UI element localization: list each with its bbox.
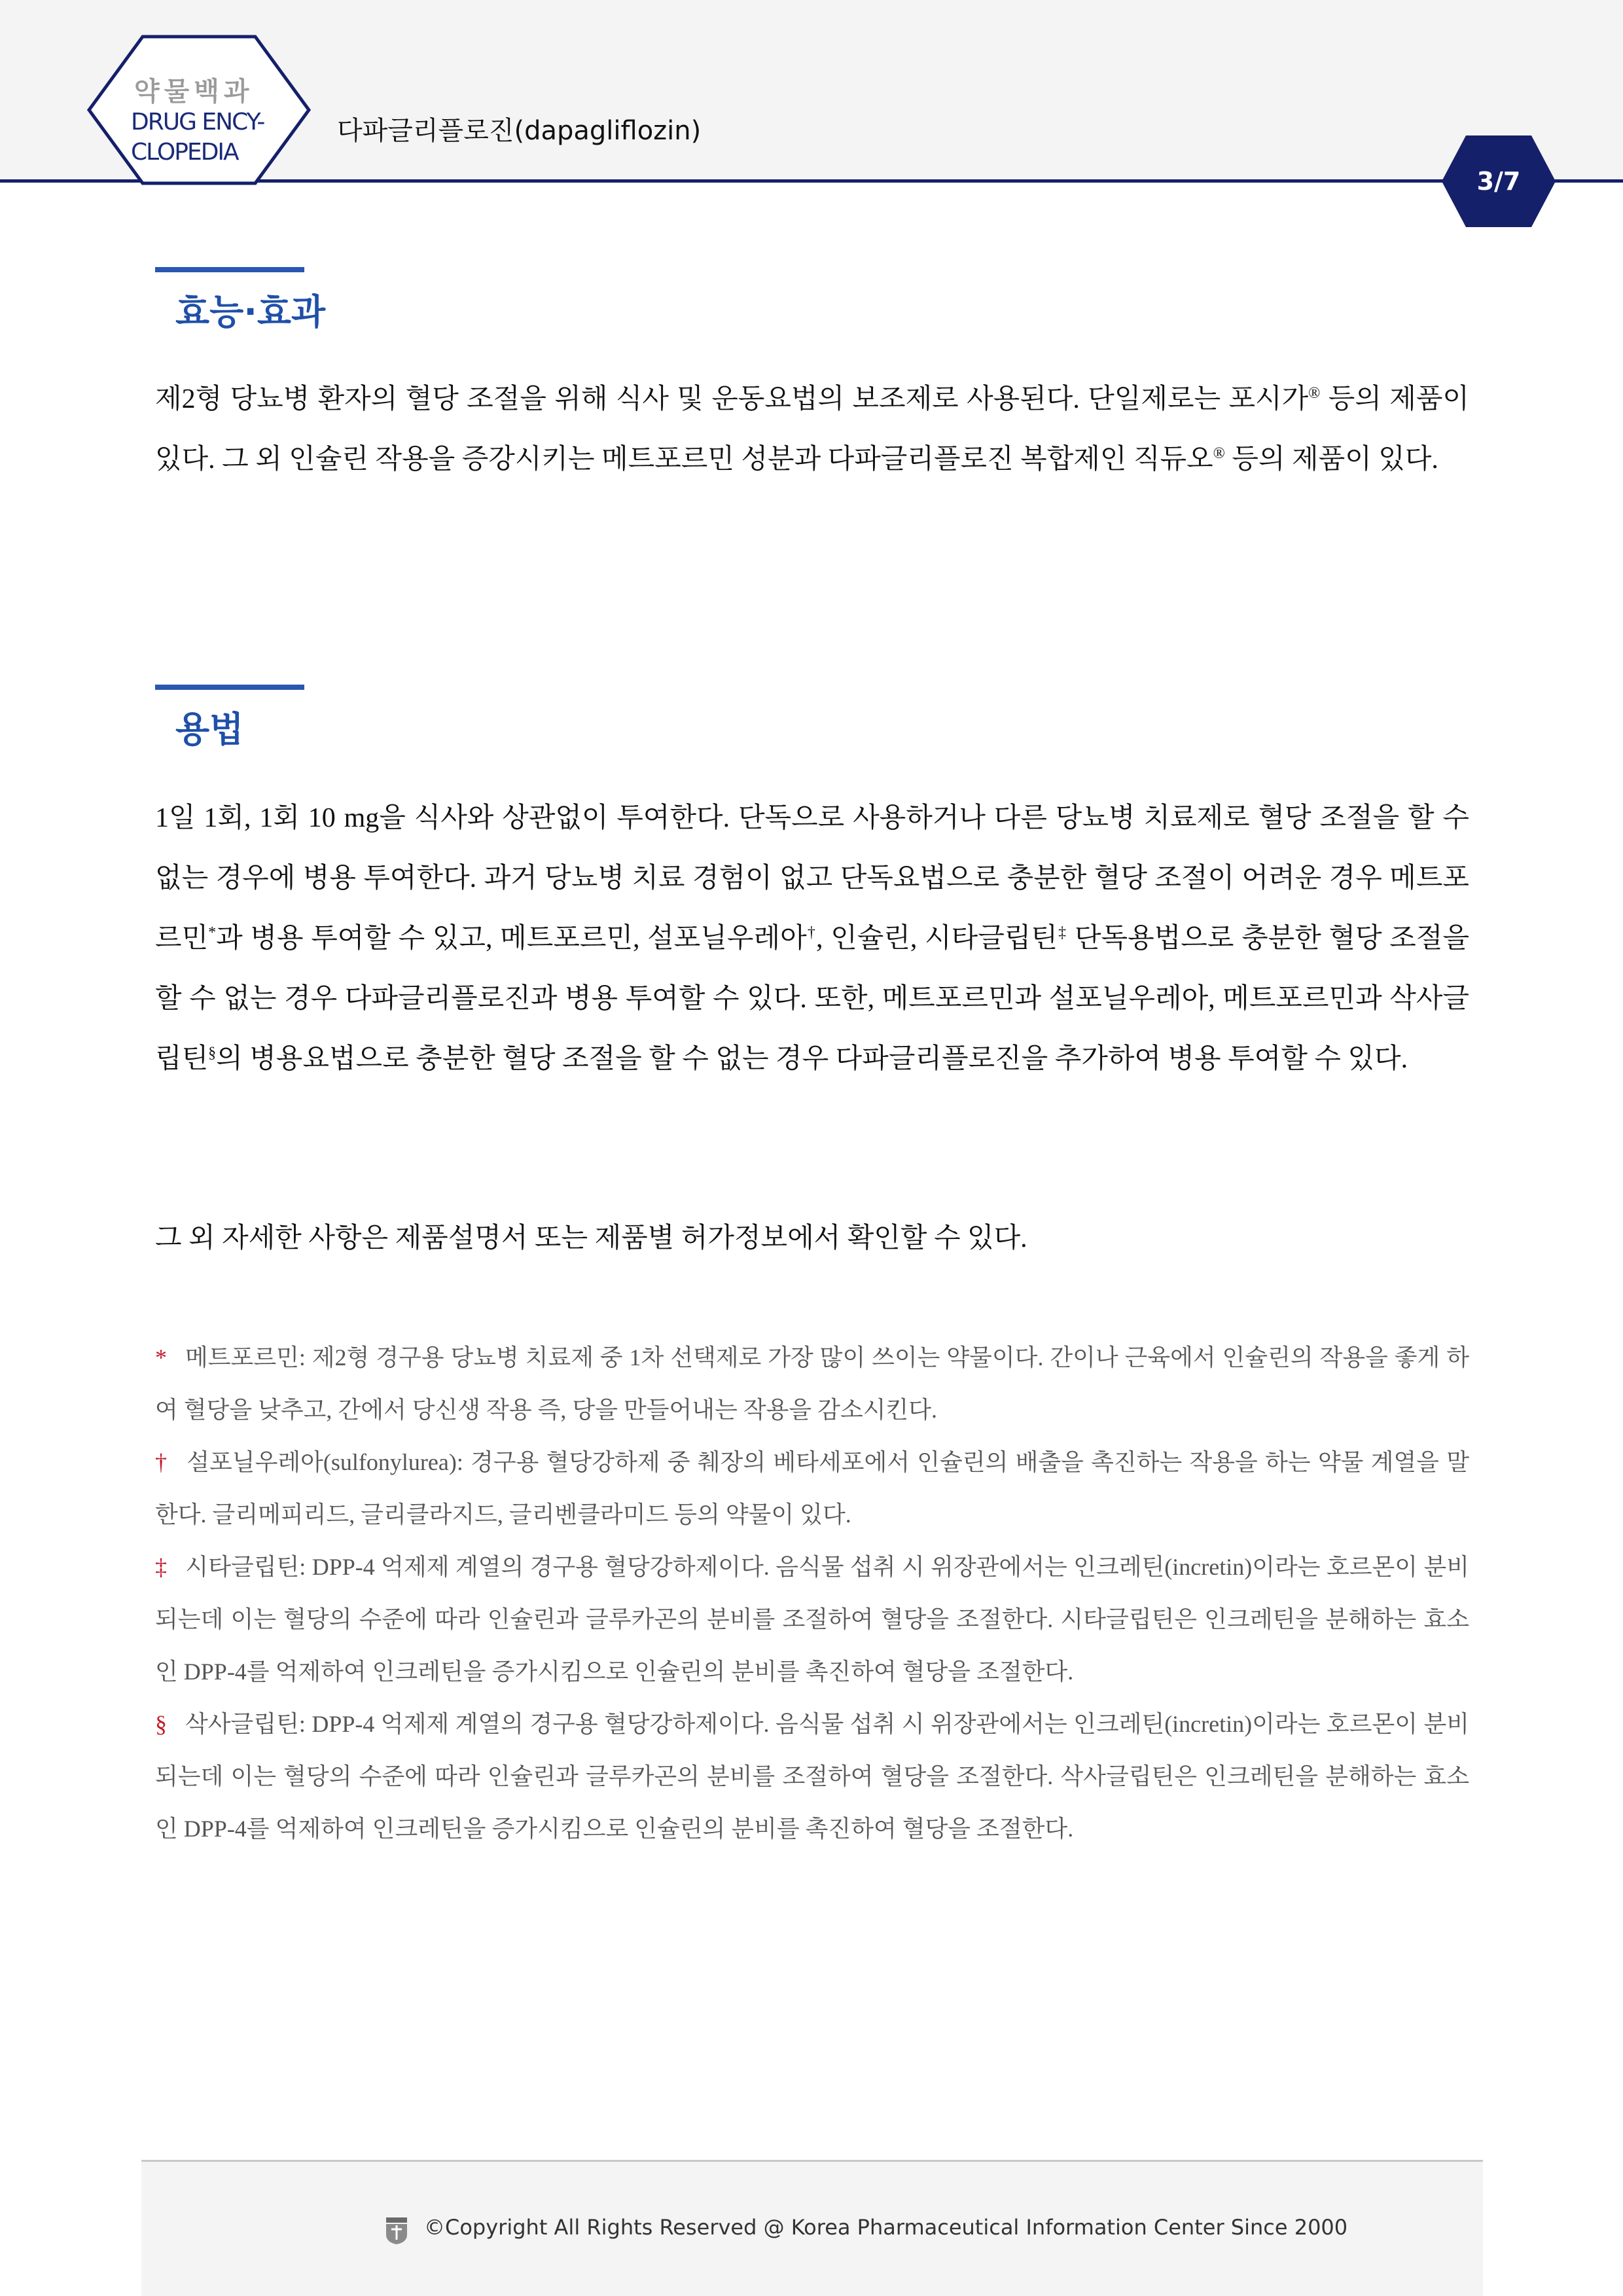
section-accent-bar	[155, 267, 304, 272]
footnote-metformin	[155, 1331, 1469, 1436]
footnote-text: 시타글립틴: DPP-4 억제제 계열의 경구용 혈당강하제이다. 음식물 섭취 시 위장관에서는 인크레틴(incretin)이라는 호르몬이 분비되는데 이는 혈당의 수준에 따라 인슐린과 글루카곤의 분비를 조절하여 혈당을 조절한다. 시타글립틴은 인크레틴을 분해하는 효소인 DPP-4를 억제하여 인크레틴을 증가시킴으로 인슐린의 분비를 촉진하여 혈당을 조절한다.	[155, 1554, 1470, 1685]
footnote-saxagliptin	[155, 1698, 1469, 1855]
logo-english-line2: CLOPEDIA	[131, 139, 238, 166]
footnote-sitagliptin	[155, 1541, 1469, 1698]
footnote-mark: *	[155, 1344, 167, 1371]
footnote-text: 메트포르민: 제2형 경구용 당뇨병 치료제 중 1차 선택제로 가장 많이 쓰이는 약물이다. 간이나 근육에서 인슐린의 작용을 좋게 하여 혈당을 낮추고, 간에서 당신생 작용 즉, 당을 만들어내는 작용을 감소시킨다.	[155, 1344, 1469, 1423]
emblem-icon	[383, 2216, 410, 2245]
footnote-mark: ‡	[155, 1554, 168, 1580]
efficacy-paragraph	[155, 369, 1469, 490]
footnote-ref-asterisk: *	[208, 924, 217, 941]
page-number: 3/7	[1476, 167, 1521, 196]
logo-korean-text: 약물백과	[134, 77, 254, 107]
logo-english-text	[131, 107, 264, 168]
dosage-text-3: , 인슐린, 시타글립틴	[816, 924, 1058, 954]
document-title: 다파글리플로진(dapagliflozin)	[337, 116, 702, 146]
efficacy-text-3: 등의 제품이 있다.	[1224, 444, 1438, 475]
dosage-text-4: 단독용법으로 충분한 혈당 조절을 할 수 없는 경우 다파글리플로진과 병용 투여할 수 있다. 또한, 메트포르민과 설포닐우레아, 메트포르민과 삭사글립틴	[155, 924, 1470, 1074]
dosage-text-2: 과 병용 투여할 수 있고, 메트포르민, 설포닐우레아	[216, 924, 807, 954]
footnote-ref-double-dagger: ‡	[1057, 924, 1067, 941]
copyright-text: ©Copyright All Rights Reserved @ Korea Pharmaceutical Information Center Since 2000	[424, 2215, 1348, 2240]
footnotes	[155, 1331, 1469, 1855]
footnote-text: 삭사글립틴: DPP-4 억제제 계열의 경구용 혈당강하제이다. 음식물 섭취 시 위장관에서는 인크레틴(incretin)이라는 호르몬이 분비되는데 이는 혈당의 수준에 따라 인슐린과 글루카곤의 분비를 조절하여 혈당을 조절한다. 삭사글립틴은 인크레틴을 분해하는 효소인 DPP-4를 억제하여 인크레틴을 증가시킴으로 인슐린의 분비를 촉진하여 혈당을 조절한다.	[155, 1711, 1469, 1842]
logo-english-line1: DRUG ENCY-	[131, 109, 264, 135]
footnote-text: 설포닐우레아(sulfonylurea): 경구용 혈당강하제 중 췌장의 베타세포에서 인슐린의 배출을 촉진하는 작용을 하는 약물 계열을 말한다. 글리메피리드, 글리클라지드, 글리벤클라미드 등의 약물이 있다.	[155, 1449, 1470, 1528]
efficacy-text-2: 등의 제품이 있다. 그 외 인슐린 작용을 증강시키는 메트포르민 성분과 다파글리플로진 복합제인 직듀오	[155, 384, 1469, 475]
section-title-efficacy: 효능·효과	[175, 291, 326, 332]
footnote-sulfonylurea	[155, 1436, 1469, 1541]
footer-divider	[141, 2160, 1483, 2162]
registered-mark: ®	[1213, 445, 1225, 462]
section-title-dosage: 용법	[175, 709, 244, 750]
dosage-text-1: 1일 1회, 1회 10 mg을 식사와 상관없이 투여한다. 단독으로 사용하거나 다른 당뇨병 치료제로 혈당 조절을 할 수 없는 경우에 병용 투여한다. 과거 당뇨병 치료 경험이 없고 단독요법으로 충분한 혈당 조절이 어려운 경우 메트포르민	[155, 803, 1469, 954]
efficacy-text-1: 제2형 당뇨병 환자의 혈당 조절을 위해 식사 및 운동요법의 보조제로 사용된다. 단일제로는 포시가	[155, 384, 1309, 414]
dosage-note-paragraph: 그 외 자세한 사항은 제품설명서 또는 제품별 허가정보에서 확인할 수 있다.	[155, 1223, 1027, 1253]
footnote-mark: †	[155, 1449, 169, 1475]
footnote-ref-section: §	[208, 1045, 217, 1062]
section-accent-bar	[155, 685, 304, 690]
footnote-ref-dagger: †	[806, 924, 817, 941]
dosage-text-5: 의 병용요법으로 충분한 혈당 조절을 할 수 없는 경우 다파글리플로진을 추가하여 병용 투여할 수 있다.	[216, 1044, 1408, 1074]
footnote-mark: §	[155, 1711, 167, 1737]
registered-mark: ®	[1308, 385, 1321, 402]
dosage-paragraph	[155, 788, 1469, 1089]
